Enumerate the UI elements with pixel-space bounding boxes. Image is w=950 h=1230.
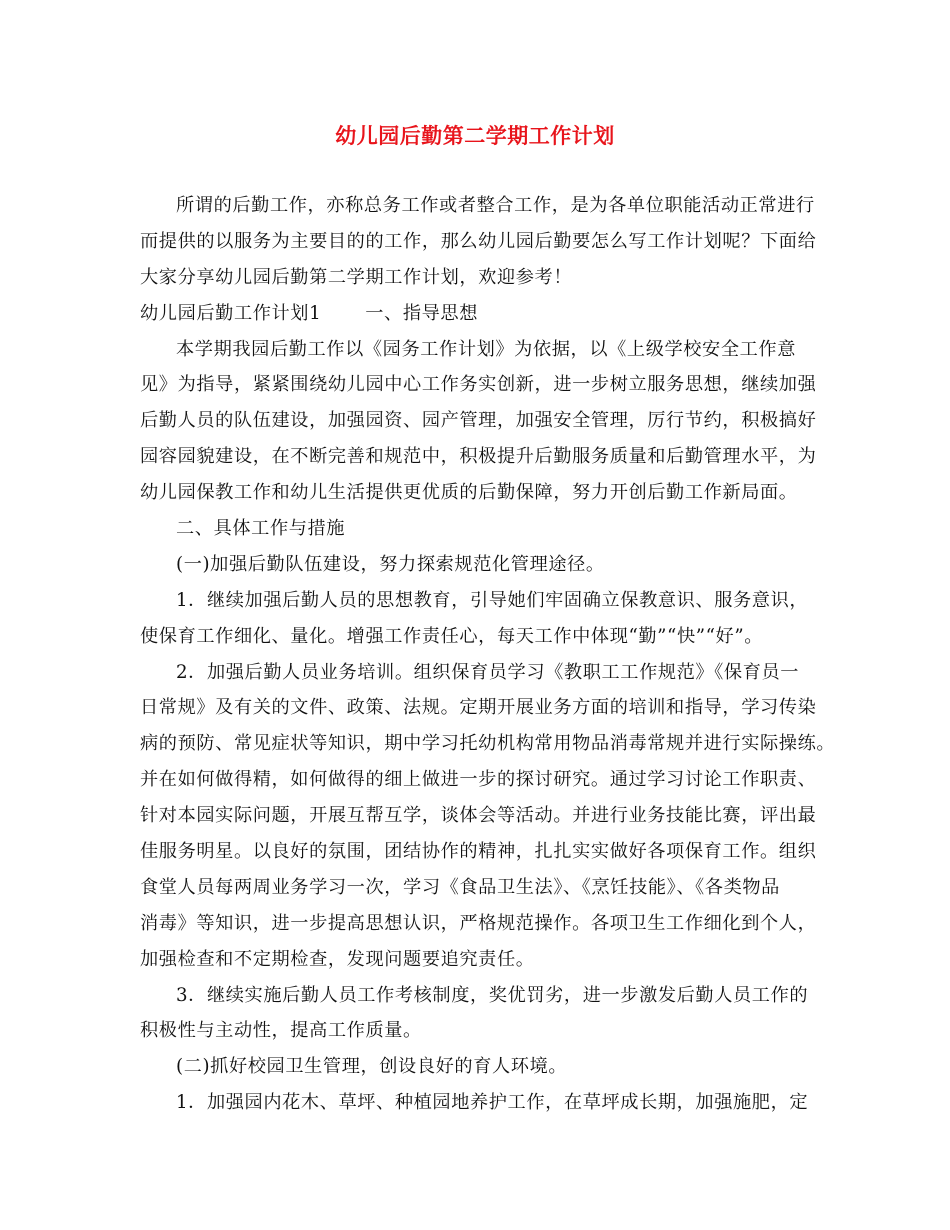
paragraph-line: 本学期我园后勤工作以《园务工作计划》为依据，以《上级学校安全工作意 — [176, 338, 796, 360]
paragraph-line: 而提供的以服务为主要目的的工作，那么幼儿园后勤要怎么写工作计划呢？下面给 — [140, 230, 817, 252]
paragraph-line: 针对本园实际问题，开展互帮互学，谈体会等活动。并进行业务技能比赛，评出最 — [140, 805, 817, 827]
paragraph-line: 大家分享幼儿园后勤第二学期工作计划，欢迎参考！ — [140, 266, 573, 288]
paragraph-line: 加强检查和不定期检查，发现问题要追究责任。 — [140, 948, 535, 970]
plan-heading-line — [140, 296, 830, 332]
paragraph-line: 园容园貌建设，在不断完善和规范中，积极提升后勤服务质量和后勤管理水平，为 — [140, 446, 817, 468]
paragraph-line: 后勤人员的队伍建设，加强园资、园产管理，加强安全管理，厉行节约，积极搞好 — [140, 410, 817, 432]
paragraph-line: 2．加强后勤人员业务培训。组织保育员学习《教职工工作规范》《保育员一 — [176, 661, 800, 683]
plan-heading: 幼儿园后勤工作计划1 — [140, 302, 322, 324]
paragraph-line: 消毒》等知识，进一步提高思想认识，严格规范操作。各项卫生工作细化到个人， — [140, 912, 817, 934]
paragraph-line: 日常规》及有关的文件、政策、法规。定期开展业务方面的培训和指导，学习传染 — [140, 697, 817, 719]
paragraph-line: 并在如何做得精，如何做得的细上做进一步的探讨研究。通过学习讨论工作职责、 — [140, 769, 817, 791]
section-heading: 二、具体工作与措施 — [176, 518, 346, 540]
section-heading: 一、指导思想 — [365, 302, 478, 324]
paragraph-line: 佳服务明星。以良好的氛围，团结协作的精神，扎扎实实做好各项保育工作。组织 — [140, 841, 817, 863]
paragraph-line: 幼儿园保教工作和幼儿生活提供更优质的后勤保障，努力开创后勤工作新局面。 — [140, 482, 798, 504]
paragraph-line: 所谓的后勤工作，亦称总务工作或者整合工作，是为各单位职能活动正常进行 — [176, 195, 815, 216]
paragraph-line: 积极性与主动性，提高工作质量。 — [140, 1020, 422, 1042]
paragraph-line: 病的预防、常见症状等知识，期中学习托幼机构常用物品消毒常规并进行实际操练。 — [140, 733, 836, 755]
document-body — [140, 188, 836, 1121]
subsection-heading: (二)抓好校园卫生管理，创设良好的育人环境。 — [176, 1056, 568, 1078]
paragraph-line: 见》为指导，紧紧围绕幼儿园中心工作务实创新，进一步树立服务思想，继续加强 — [140, 374, 817, 396]
subsection-heading: (一)加强后勤队伍建设，努力探索规范化管理途径。 — [176, 553, 605, 575]
document-title: 幼儿园后勤第二学期工作计划 — [335, 123, 615, 148]
paragraph-line: 3．继续实施后勤人员工作考核制度，奖优罚劣，进一步激发后勤人员工作的 — [176, 984, 809, 1006]
paragraph-line: 1．继续加强后勤人员的思想教育，引导她们牢固确立保教意识、服务意识， — [176, 589, 809, 611]
paragraph-line: 1．加强园内花木、草坪、种植园地养护工作，在草坪成长期，加强施肥，定 — [176, 1092, 809, 1114]
paragraph-line: 使保育工作细化、量化。增强工作责任心，每天工作中体现“勤”“快”“好”。 — [140, 625, 764, 647]
paragraph-line: 食堂人员每两周业务学习一次，学习《食品卫生法》、《烹饪技能》、《各类物品 — [140, 876, 780, 898]
